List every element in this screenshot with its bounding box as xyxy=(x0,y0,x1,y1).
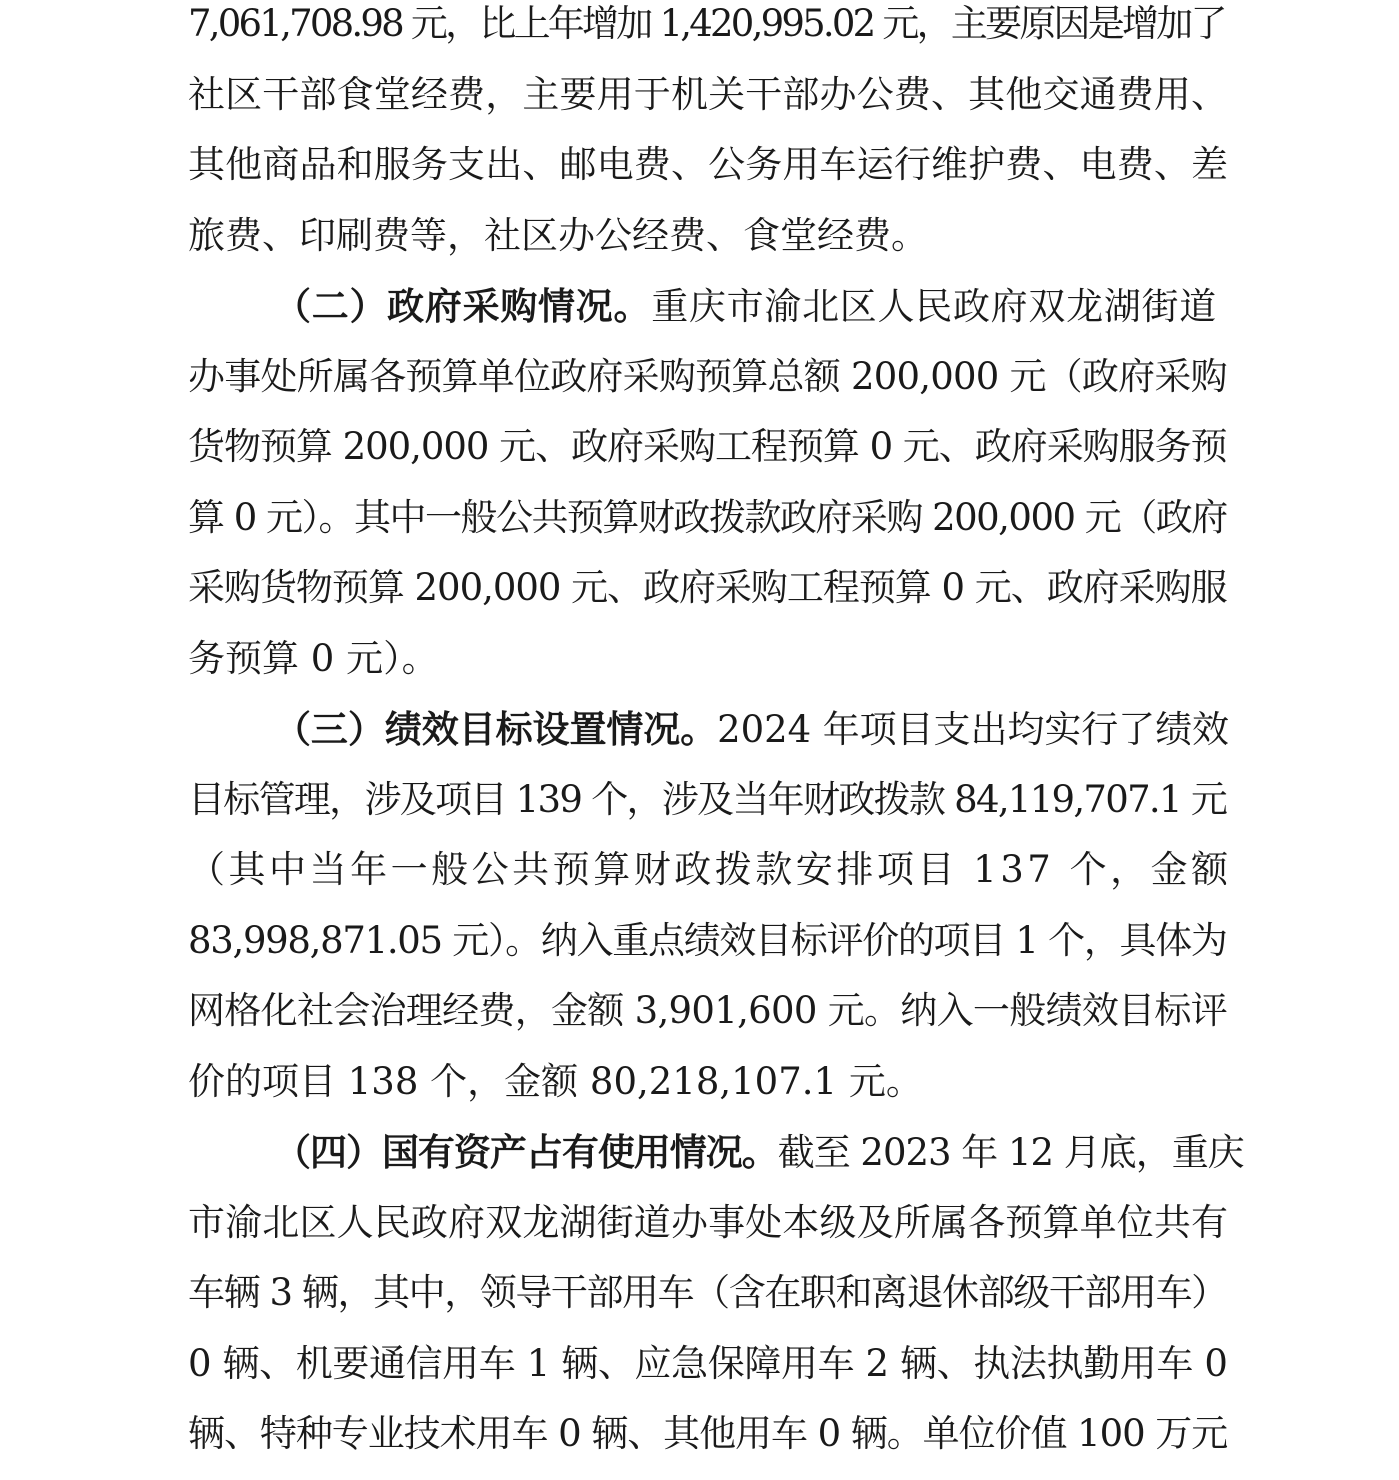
line-text: 重庆市渝北区人民政府双龙湖街道 xyxy=(651,285,1218,328)
line-text: 截至 2023 年 12 月底，重庆 xyxy=(777,1131,1244,1174)
text-line xyxy=(188,281,1228,352)
text-line xyxy=(188,634,1228,705)
text-line xyxy=(188,775,1228,846)
text-line xyxy=(188,70,1228,141)
section-heading: （三）绩效目标设置情况。 xyxy=(274,707,718,751)
line-text: 83,998,871.05 元）。纳入重点绩效目标评价的项目 1 个，具体为 xyxy=(188,918,1227,962)
text-line xyxy=(188,1268,1228,1339)
paragraph-performance-targets xyxy=(188,704,1232,1127)
text-line xyxy=(188,352,1228,423)
section-heading: （二）政府采购情况。 xyxy=(274,284,652,328)
line-text: （其中当年一般公共预算财政拨款安排项目 137 个，金额 xyxy=(188,848,1232,891)
line-text: 货物预算 200,000 元、政府采购工程预算 0 元、政府采购服务预 xyxy=(188,425,1227,468)
line-text: 目标管理，涉及项目 139 个，涉及当年财政拨款 84,119,707.1 元 xyxy=(188,777,1227,821)
text-line xyxy=(188,845,1232,916)
line-text: 办事处所属各预算单位政府采购预算总额 200,000 元（政府采购 xyxy=(188,354,1227,398)
text-line xyxy=(188,704,1228,775)
text-line xyxy=(188,563,1228,634)
line-text: 旅费、印刷费等，社区办公经费、食堂经费。 xyxy=(188,213,928,257)
text-line xyxy=(188,1057,1228,1128)
text-line xyxy=(188,493,1228,564)
line-text: 辆、特种专业技术用车 0 辆、其他用车 0 辆。单位价值 100 万元 xyxy=(188,1412,1228,1455)
line-text: 社区干部食堂经费，主要用于机关干部办公费、其他交通费用、 xyxy=(188,72,1229,116)
text-line xyxy=(188,1339,1228,1410)
line-text: 算 0 元）。其中一般公共预算财政拨款政府采购 200,000 元（政府 xyxy=(188,495,1227,539)
text-line xyxy=(188,211,1228,282)
document-page xyxy=(188,0,1244,1480)
text-line xyxy=(188,0,1228,70)
text-line xyxy=(188,1409,1228,1480)
paragraph-expense-continuation xyxy=(188,0,1228,281)
line-text: 务预算 0 元）。 xyxy=(188,636,439,680)
section-heading: （四）国有资产占有使用情况。 xyxy=(274,1130,778,1174)
text-line xyxy=(188,986,1228,1057)
line-text: 2024 年项目支出均实行了绩效 xyxy=(717,708,1229,751)
text-line xyxy=(188,1127,1244,1198)
line-text: 0 辆、机要通信用车 1 辆、应急保障用车 2 辆、执法执勤用车 0 xyxy=(188,1341,1228,1385)
line-text: 其他商品和服务支出、邮电费、公务用车运行维护费、电费、差 xyxy=(188,143,1229,186)
paragraph-state-assets xyxy=(188,1127,1244,1480)
line-text: 网格化社会治理经费，金额 3,901,600 元。纳入一般绩效目标评 xyxy=(188,989,1228,1032)
text-line xyxy=(188,1198,1228,1269)
line-text: 7,061,708.98 元，比上年增加 1,420,995.02 元，主要原因是增加了 xyxy=(188,2,1225,45)
line-text: 市渝北区人民政府双龙湖街道办事处本级及所属各预算单位共有 xyxy=(188,1200,1229,1244)
paragraph-government-procurement xyxy=(188,281,1228,704)
text-line xyxy=(188,140,1228,211)
line-text: 车辆 3 辆，其中，领导干部用车（含在职和离退休部级干部用车） xyxy=(188,1271,1227,1314)
line-text: 价的项目 138 个，金额 80,218,107.1 元。 xyxy=(188,1059,923,1103)
text-line xyxy=(188,916,1228,987)
text-line xyxy=(188,422,1228,493)
line-text: 采购货物预算 200,000 元、政府采购工程预算 0 元、政府采购服 xyxy=(188,566,1227,609)
